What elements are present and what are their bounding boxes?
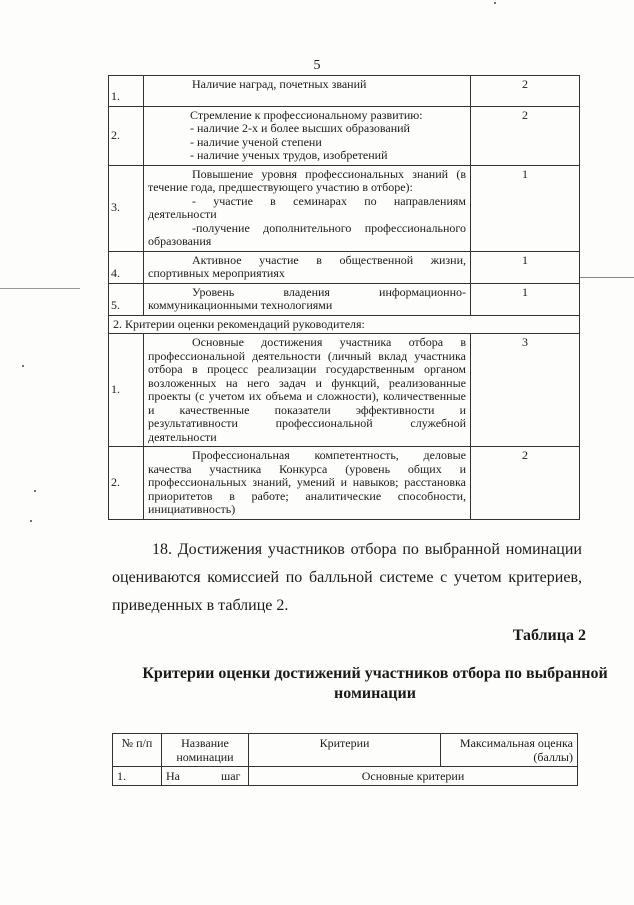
header-nomination: Название номинации [162,734,249,767]
section-header: 2. Критерии оценки рекомендаций руководителя: [109,315,580,334]
table2-title: Критерии оценки достижений участников отбора по выбранной номинации [142,665,608,702]
header-max-score: Максимальная оценка (баллы) [441,734,578,767]
table-row [109,165,580,251]
table-row [109,334,580,447]
criterion-text: Стремление к профессиональному развитию: [190,107,423,122]
row-number: 2. [109,447,144,520]
criterion-text: Наличие наград, почетных званий [192,77,367,91]
score-cell: 1 [471,283,580,315]
row-number: 4. [109,251,144,283]
score-cell: 1 [471,251,580,283]
nomination-cell: На шаг [162,767,249,786]
table-row [113,767,578,786]
section-header-row [109,315,580,334]
criterion-text: Активное участие в общественной жизни, спортивных мероприятиях [144,251,471,283]
scan-artifact-line [0,288,80,289]
row-number: 1. [109,76,144,107]
table-row [109,447,580,520]
table-row [109,283,580,315]
header-number: № п/п [113,734,162,767]
criterion-subitem: - участие в семинарах по направлениям деятельности [148,193,466,221]
scan-artifact-line [580,277,634,278]
criterion-subitem: - наличие ученых трудов, изобретений [190,148,388,162]
criterion-subitem: -получение дополнительного профессионального образования [148,220,466,248]
table-header-row [113,734,578,767]
score-cell: 1 [471,165,580,251]
row-number: 3. [109,165,144,251]
criterion-cell [144,76,471,107]
table-row [109,251,580,283]
score-cell: 2 [471,447,580,520]
criterion-text: Профессиональная компетентность, деловые качества участника Конкурса (уровень общих и профессиональных знаний, умений и навыков; расстановка приоритетов в работе; аналитические способности, инициативность) [144,447,471,520]
criterion-subitem: - наличие ученой степени [190,134,322,149]
criteria-table-1 [108,75,580,520]
criteria-table-2 [112,733,578,786]
table-row [109,106,580,165]
criterion-subitem: - наличие 2-х и более высших образований [190,121,410,135]
criterion-text: Повышение уровня профессиональных знаний (в течение года, предшествующего участию в отборе): [148,166,466,194]
row-number: 5. [109,283,144,315]
score-cell: 2 [471,106,580,165]
row-number: 1. [113,767,162,786]
table-row [109,76,580,107]
page-number: 5 [313,58,321,73]
scan-speck [34,490,36,492]
row-number: 1. [109,334,144,447]
criterion-cell [144,106,471,165]
row-number: 2. [109,106,144,165]
scan-speck [494,2,496,4]
scan-speck [30,520,32,522]
criterion-text: Основные достижения участника отбора в профессиональной деятельности (личный вклад участника отбора в процесс реализации государственным органом возложенных на него задач и функций, реализованные проекты (с учетом их объема и сложности), количественные и качественные показатели эффективности и результативности профессиональной служебной деятельности [144,334,471,447]
criterion-text: Уровень владения информационно-коммуникационными технологиями [144,283,471,315]
score-cell: 3 [471,334,580,447]
scan-speck [22,365,24,367]
paragraph-18: 18. Достижения участников отбора по выбранной номинации оцениваются комиссией по балльной системе с учетом критериев, приведенных в таблице 2. [112,541,582,614]
criteria-group-cell: Основные критерии [249,767,578,786]
table-label: Таблица 2 [512,627,586,644]
criterion-cell [144,165,471,251]
header-criteria: Критерии [249,734,441,767]
score-cell: 2 [471,76,580,107]
